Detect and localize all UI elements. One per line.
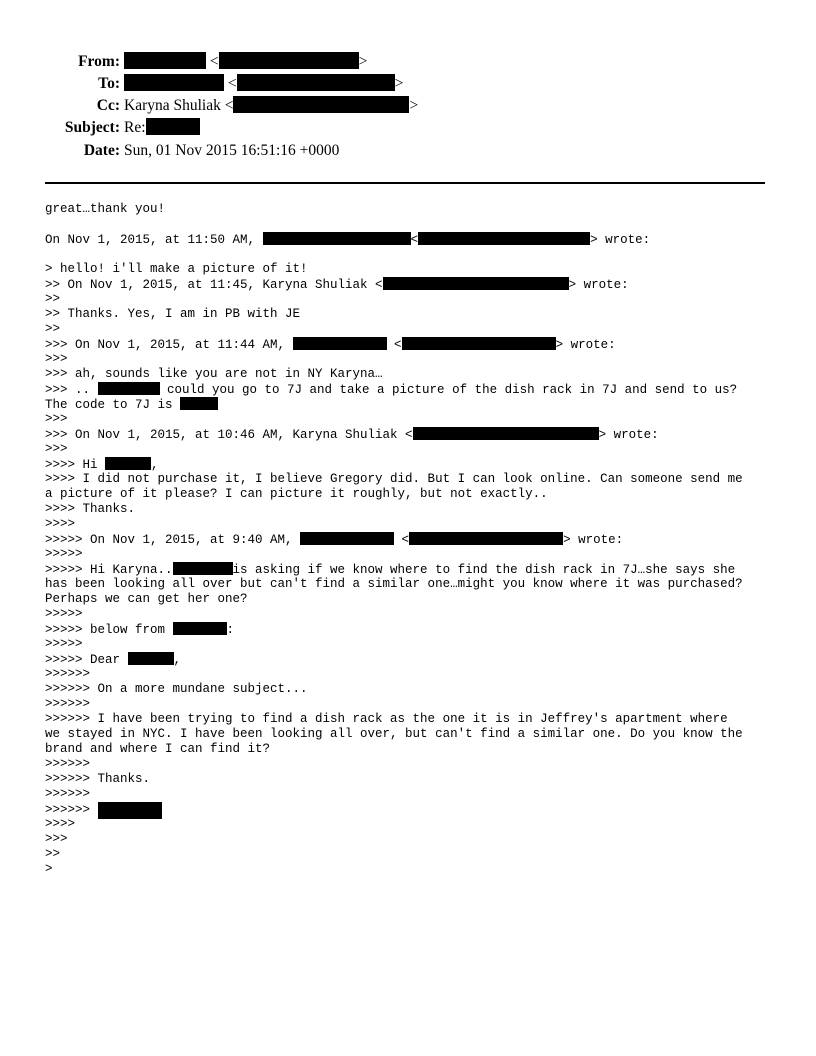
body-line: >>> On Nov 1, 2015, at 11:44 AM, < > wrote: (45, 338, 616, 352)
redaction-block (237, 74, 395, 91)
date-value: Sun, 01 Nov 2015 16:51:16 +0000 (124, 142, 340, 159)
body-line: >>>>>> On a more mundane subject... (45, 682, 308, 696)
blank-line (45, 247, 785, 262)
redaction-block (98, 802, 162, 819)
body-line: >>>>> On Nov 1, 2015, at 9:40 AM, < > wrote: (45, 533, 624, 547)
body-line: >>> ah, sounds like you are not in NY Karyna… (45, 367, 383, 381)
subject-prefix: Re: (124, 119, 146, 136)
body-line: brand and where I can find it? (45, 742, 271, 756)
body-line: >>>>>> I have been trying to find a dish rack as the one it is in Jeffrey's apartment where (45, 712, 728, 726)
body-line: > (45, 862, 53, 876)
body-line: >>> (45, 832, 68, 846)
body-line: The code to 7J is (45, 397, 785, 412)
header-divider (45, 182, 765, 184)
body-line: >>>>> Dear , (45, 653, 182, 667)
redaction-block (409, 532, 563, 545)
body-line: >>>>>> (45, 697, 91, 711)
body-line: >> Thanks. Yes, I am in PB with JE (45, 307, 301, 321)
body-line: >>>> (45, 817, 76, 831)
body-line: >> (45, 847, 61, 861)
body-line: >>>>>> (45, 667, 91, 681)
blank-line (45, 217, 785, 232)
redaction-block (180, 397, 218, 410)
redaction-block (128, 652, 174, 665)
body-line: >>>>> below from : (45, 623, 235, 637)
email-body (45, 202, 785, 877)
body-line: >> (45, 322, 61, 336)
body-line: Perhaps we can get her one? (45, 592, 248, 606)
body-line: >>>>> Hi Karyna.. is asking if we know where to find the dish rack in 7J…she says she (45, 563, 736, 577)
body-line: >> (45, 292, 61, 306)
redaction-block (124, 74, 224, 91)
redaction-block (383, 277, 569, 290)
body-line: >>> .. could you go to 7J and take a picture of the dish rack in 7J and send to us? (45, 383, 738, 397)
body-line: >>> (45, 442, 68, 456)
body-line: > hello! i'll make a picture of it! (45, 262, 308, 276)
body-line: >>>>>> Thanks. (45, 772, 151, 786)
redaction-block (233, 96, 409, 113)
body-line: >>>>>> (45, 802, 785, 817)
body-line: has been looking all over but can't find a similar one…might you know where it was purchased? (45, 577, 743, 591)
body-line: >>> On Nov 1, 2015, at 10:46 AM, Karyna Shuliak < > wrote: (45, 428, 659, 442)
redaction-block (219, 52, 359, 69)
body-line: On Nov 1, 2015, at 11:50 AM, < > wrote: (45, 233, 651, 247)
redaction-block (146, 118, 200, 135)
redaction-block (300, 532, 394, 545)
body-line: >>>>> (45, 547, 83, 561)
body-line: >>>>>> (45, 787, 91, 801)
redaction-block (418, 232, 590, 245)
body-line: >>>> I did not purchase it, I believe Gregory did. But I can look online. Can someone send me (45, 472, 743, 486)
cc-name: Karyna Shuliak < (124, 97, 234, 114)
date-label: Date: (83, 142, 120, 159)
redaction-block (124, 52, 206, 69)
body-line: great…thank you! (45, 202, 166, 216)
redaction-block (173, 622, 227, 635)
body-line: >>>> Thanks. (45, 502, 136, 516)
redaction-block (263, 232, 411, 245)
redaction-block (293, 337, 387, 350)
body-line: >>>> Hi , (45, 458, 159, 472)
redaction-block (105, 457, 151, 470)
body-line: >>>>> (45, 637, 83, 651)
body-line: >> On Nov 1, 2015, at 11:45, Karyna Shuliak < > wrote: (45, 278, 629, 292)
body-line: >>>>> (45, 607, 83, 621)
redaction-block (413, 427, 599, 440)
from-label: From: (78, 53, 120, 70)
body-line: >>> (45, 412, 68, 426)
body-line: >>>> (45, 517, 76, 531)
redaction-block (98, 382, 160, 395)
to-label: To: (98, 75, 120, 92)
body-line: a picture of it please? I can picture it roughly, but not exactly.. (45, 487, 548, 501)
body-line: >>>>>> (45, 757, 91, 771)
cc-label: Cc: (96, 97, 120, 114)
subject-label: Subject: (64, 119, 120, 136)
redaction-block (173, 562, 233, 575)
redaction-block (402, 337, 556, 350)
body-line: >>> (45, 352, 68, 366)
body-line: we stayed in NYC. I have been looking all over, but can't find a similar one. Do you know the (45, 727, 743, 741)
